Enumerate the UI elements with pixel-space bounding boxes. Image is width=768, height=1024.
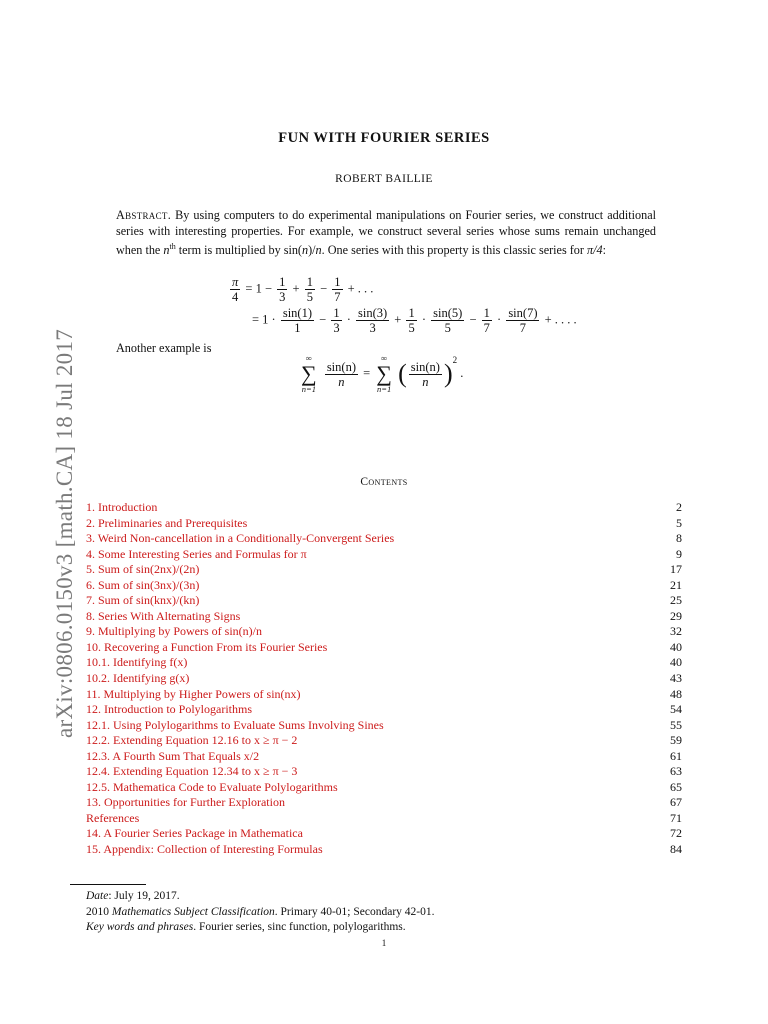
page-number: 1	[381, 938, 387, 948]
fraction	[305, 275, 315, 304]
abstract-th: th	[169, 242, 176, 252]
arxiv-identifier: arXiv:0806.0150v3 [math.CA] 18 Jul 2017	[52, 328, 77, 738]
sum-symbol: ∑	[376, 361, 392, 386]
toc-entry-link[interactable]: 12.2. Extending Equation 12.16 to x ≥ π − 2	[86, 733, 298, 748]
abstract-text-4: . One series with this property is this classic series for	[321, 243, 588, 258]
fraction-numerator: sin(n)	[326, 359, 356, 374]
toc-entry-page: 55	[670, 717, 682, 732]
abstract-pi4: π/4	[587, 243, 603, 258]
toc-entry[interactable]	[86, 578, 682, 594]
fraction-denominator: 3	[279, 290, 286, 304]
toc-entry-link[interactable]: 12.1. Using Polylogarithms to Evaluate Sums Involving Sines	[86, 717, 384, 732]
toc-entry[interactable]	[86, 826, 682, 842]
fraction	[277, 275, 287, 304]
toc-entry-link[interactable]: 12.4. Extending Equation 12.34 to x ≥ π − 3	[86, 764, 298, 779]
footnote-keywords	[86, 921, 406, 933]
toc-entry-link[interactable]: 12.3. A Fourth Sum That Equals x/2	[86, 748, 260, 763]
fraction-numerator: sin(3)	[358, 306, 388, 320]
fraction-numerator: sin(n)	[410, 359, 440, 374]
equation-ellipsis: + . . .	[347, 281, 374, 296]
fraction-pi-over-4	[230, 275, 240, 304]
right-paren: )	[443, 359, 453, 388]
equals-sign: =	[363, 365, 371, 380]
toc-entry-page: 17	[670, 562, 682, 577]
fraction-denominator: 7	[334, 290, 341, 304]
toc-entry-link[interactable]: 10.2. Identifying g(x)	[86, 671, 190, 686]
contents-heading: Contents	[360, 476, 408, 488]
arxiv-side-stamp	[18, 268, 77, 738]
toc-entry-page: 32	[670, 624, 682, 639]
summation-right	[376, 354, 392, 394]
toc-entry[interactable]	[86, 764, 682, 780]
fraction	[281, 306, 314, 335]
sum-upper-limit: ∞	[305, 353, 312, 363]
toc-entry[interactable]	[86, 593, 682, 609]
abstract-text-2: term is multiplied by sin(	[175, 243, 302, 258]
toc-entry-link[interactable]: 12.5. Mathematica Code to Evaluate Polylogarithms	[86, 779, 338, 794]
equation-period: .	[460, 365, 464, 380]
footnote-keywords-value: . Fourier series, sinc function, polylogarithms.	[193, 921, 406, 933]
fraction-denominator: 7	[483, 321, 490, 335]
summation-left	[301, 354, 317, 394]
sum-upper-limit: ∞	[381, 353, 388, 363]
toc-entry-page: 59	[670, 733, 682, 748]
footnote-msc	[86, 906, 434, 918]
toc-entry[interactable]	[86, 609, 682, 625]
fraction-denominator: 1	[294, 321, 301, 335]
fraction-denominator: n	[422, 374, 429, 389]
sum-lower-limit: n=1	[301, 384, 316, 394]
toc-entry-page: 65	[670, 779, 682, 794]
equation-pi-over-4-line2	[252, 306, 577, 335]
footnote-date-value: : July 19, 2017.	[108, 890, 180, 902]
fraction-numerator: 1	[408, 306, 415, 320]
abstract-label: Abstract.	[116, 208, 172, 222]
toc-entry[interactable]	[86, 718, 682, 734]
table-of-contents	[86, 500, 682, 858]
fraction-denominator: 4	[232, 290, 239, 304]
toc-entry-link[interactable]: 12. Introduction to Polylogarithms	[86, 702, 252, 717]
another-example-text: Another example is	[116, 341, 212, 355]
sum-lower-limit: n=1	[377, 384, 392, 394]
toc-entry[interactable]	[86, 531, 682, 547]
toc-entry[interactable]	[86, 624, 682, 640]
equation-sinc-sum	[298, 354, 463, 394]
abstract-n2: n	[315, 243, 322, 258]
fraction-numerator: 1	[279, 275, 286, 289]
toc-entry-link[interactable]: 15. Appendix: Collection of Interesting Formulas	[86, 842, 323, 857]
toc-entry-link[interactable]: 10. Recovering a Function From its Fourier Series	[86, 639, 328, 654]
abstract	[116, 208, 656, 259]
footnote-msc-year: 2010	[86, 906, 112, 918]
abstract-nth: n	[163, 243, 170, 258]
toc-entry[interactable]	[86, 640, 682, 656]
fraction-denominator: 5	[408, 321, 415, 335]
toc-entry-page: 48	[670, 686, 682, 701]
toc-entry-page: 25	[670, 593, 682, 608]
fraction	[356, 306, 389, 335]
fraction-numerator: 1	[333, 306, 340, 320]
fraction-numerator: 1	[306, 275, 313, 289]
fraction-denominator: n	[338, 374, 345, 389]
exponent: 2	[452, 354, 458, 365]
toc-entry[interactable]	[86, 749, 682, 765]
fraction-denominator: 5	[306, 290, 313, 304]
footnote-date	[86, 890, 180, 902]
abstract-text-1: By using computers to do experimental manipulations on Fourier series, we construct additional series with interesting properties. For example, we construct several series whose sums remain unchanged when the	[116, 208, 656, 258]
toc-entry-page: 43	[670, 671, 682, 686]
operator: ·	[497, 312, 502, 327]
footnote-date-label: Date	[86, 890, 109, 902]
toc-entry[interactable]	[86, 733, 682, 749]
toc-entry-page: 29	[670, 608, 682, 623]
toc-entry[interactable]	[86, 562, 682, 578]
toc-entry-page: 54	[670, 702, 682, 717]
toc-entry-page: 63	[670, 764, 682, 779]
toc-entry-link[interactable]: 11. Multiplying by Higher Powers of sin(nx)	[86, 686, 301, 701]
equation-ellipsis: + . . . .	[544, 312, 577, 327]
toc-entry-link[interactable]: 5. Sum of sin(2nx)/(2n)	[86, 562, 200, 577]
sum-symbol: ∑	[301, 361, 317, 386]
fraction	[431, 306, 464, 335]
fraction-sin-n-over-n-squared	[409, 360, 442, 389]
toc-entry[interactable]	[86, 500, 682, 516]
toc-entry-page: 72	[670, 826, 682, 841]
toc-entry-page: 84	[670, 842, 682, 857]
toc-entry-link[interactable]: 13. Opportunities for Further Exploration	[86, 795, 285, 810]
toc-entry[interactable]	[86, 702, 682, 718]
paper-author: ROBERT BAILLIE	[335, 173, 433, 185]
fraction-denominator: 5	[444, 321, 451, 335]
operator: ·	[346, 312, 351, 327]
paper-title: FUN WITH FOURIER SERIES	[278, 130, 490, 146]
toc-entry[interactable]	[86, 811, 682, 827]
toc-entry-page: 71	[670, 810, 682, 825]
toc-entry-link[interactable]: 2. Preliminaries and Prerequisites	[86, 515, 248, 530]
toc-entry-page: 40	[670, 655, 682, 670]
left-paren: (	[398, 359, 407, 388]
toc-entry-page: 5	[676, 515, 682, 530]
fraction-numerator: sin(5)	[433, 306, 463, 320]
toc-entry[interactable]	[86, 687, 682, 703]
operator: −	[319, 312, 327, 327]
operator: −	[320, 281, 328, 296]
fraction	[482, 306, 492, 335]
footnote-msc-value: . Primary 40-01; Secondary 42-01.	[274, 906, 435, 918]
operator: +	[292, 281, 300, 296]
fraction-numerator: sin(1)	[282, 306, 313, 320]
fraction-denominator: 7	[519, 321, 527, 335]
fraction-denominator: 3	[369, 321, 376, 335]
toc-entry-page: 9	[676, 546, 682, 561]
toc-entry-link[interactable]: 1. Introduction	[86, 500, 158, 514]
fraction-denominator: 3	[333, 321, 340, 335]
fraction-numerator: π	[232, 275, 239, 289]
toc-entry-link[interactable]: 10.1. Identifying f(x)	[86, 655, 188, 670]
fraction-numerator: 1	[483, 306, 490, 320]
fraction-sin-n-over-n	[325, 360, 358, 389]
toc-entry-link[interactable]: 4. Some Interesting Series and Formulas for π	[86, 546, 307, 561]
toc-entry-page: 67	[670, 795, 682, 810]
equation-text: = 1 ·	[252, 312, 276, 327]
fraction-numerator: 1	[334, 275, 341, 289]
fraction	[506, 306, 539, 335]
toc-entry-link[interactable]: References	[86, 810, 140, 825]
toc-entry[interactable]	[86, 842, 682, 858]
fraction	[406, 306, 416, 335]
operator: −	[469, 312, 477, 327]
toc-entry-page: 61	[670, 748, 682, 763]
toc-entry[interactable]	[86, 547, 682, 563]
toc-entry-page: 2	[676, 500, 682, 514]
equation-pi-over-4-line1	[228, 275, 373, 304]
toc-entry[interactable]	[86, 516, 682, 532]
toc-entry-link[interactable]: 7. Sum of sin(knx)/(kn)	[86, 593, 200, 608]
fraction	[331, 306, 341, 335]
toc-entry[interactable]	[86, 795, 682, 811]
footnote-keywords-label: Key words and phrases	[86, 921, 194, 933]
operator: ·	[421, 312, 427, 327]
abstract-text-5: :	[602, 243, 606, 258]
toc-entry-link[interactable]: 3. Weird Non-cancellation in a Conditionally-Convergent Series	[86, 531, 395, 546]
footnote-msc-label: Mathematics Subject Classification	[111, 906, 275, 918]
footnote-rule	[70, 884, 146, 885]
equation-text: = 1 −	[245, 281, 272, 296]
toc-entry[interactable]	[86, 780, 682, 796]
abstract-n1: n	[302, 243, 309, 258]
toc-entry-link[interactable]: 14. A Fourier Series Package in Mathematica	[86, 826, 303, 841]
toc-entry-link[interactable]: 8. Series With Alternating Signs	[86, 608, 241, 623]
abstract-text-3: )/	[308, 243, 316, 258]
toc-entry-link[interactable]: 6. Sum of sin(3nx)/(3n)	[86, 577, 200, 592]
toc-entry-page: 40	[670, 639, 682, 654]
toc-entry-page: 21	[670, 577, 682, 592]
operator: +	[394, 312, 402, 327]
toc-entry-link[interactable]: 9. Multiplying by Powers of sin(n)/n	[86, 624, 262, 639]
fraction-numerator: sin(7)	[508, 306, 538, 320]
fraction	[332, 275, 342, 304]
toc-entry-page: 8	[676, 531, 682, 546]
toc-entry[interactable]	[86, 655, 682, 671]
toc-entry[interactable]	[86, 671, 682, 687]
